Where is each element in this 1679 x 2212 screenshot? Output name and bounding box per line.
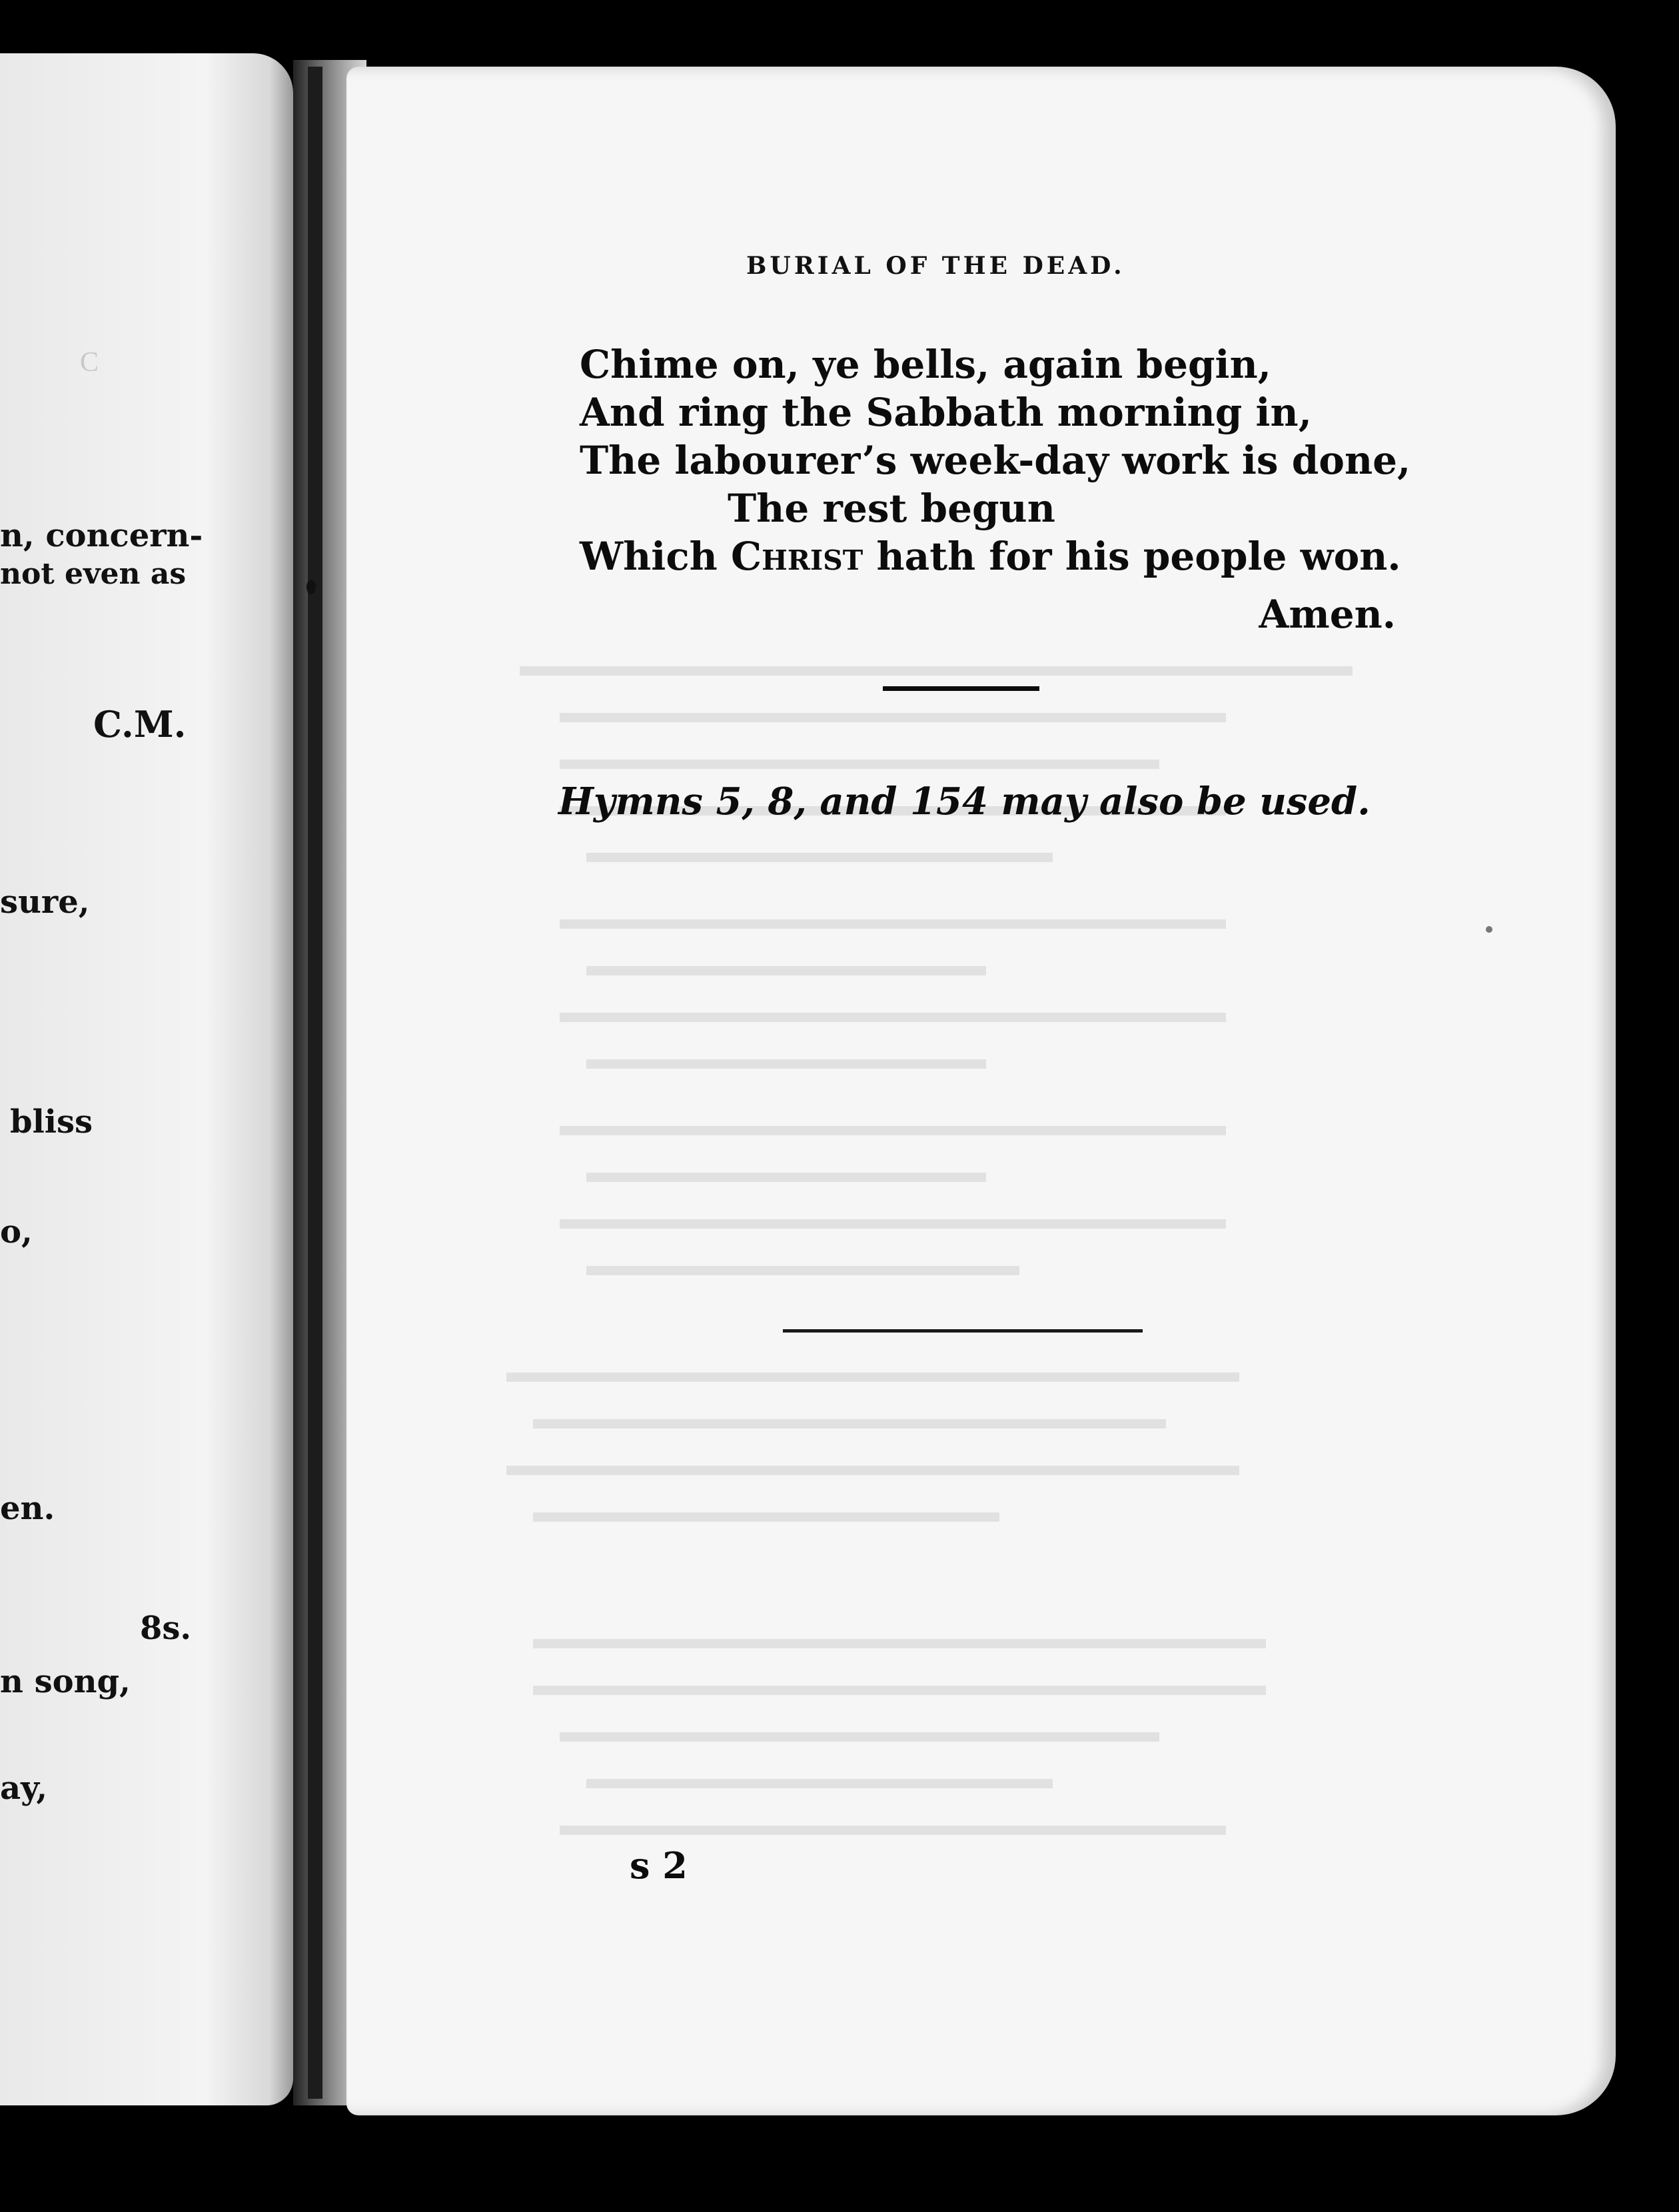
hymn-line-5-prefix: Which [580, 534, 732, 579]
hymns-note: Hymns 5, 8, and 154 may also be used. [558, 780, 1371, 824]
left-line-2: not even as [0, 557, 187, 591]
left-page [0, 53, 293, 2105]
bleed-through-text [506, 653, 1439, 1926]
left-line-10: ay, [0, 1770, 48, 1807]
hymn-line-2: And ring the Sabbath morning in, [580, 390, 1312, 435]
left-line-6: o, [0, 1213, 33, 1251]
left-line-8: 8s. [140, 1610, 192, 1647]
signature-mark: s 2 [630, 1844, 688, 1887]
left-ghost-text: C [80, 347, 99, 378]
hymn-line-5 [580, 534, 1401, 579]
left-line-4: sure, [0, 883, 90, 921]
left-line-9: n song, [0, 1663, 131, 1700]
hymn-line-3: The labourer’s week-day work is done, [580, 438, 1411, 483]
left-line-5: bliss [10, 1103, 93, 1141]
speck [1486, 926, 1492, 933]
running-head: BURIAL OF THE DEAD. [746, 252, 1125, 280]
gutter-shadow [308, 67, 322, 2099]
left-line-3: C.M. [93, 703, 187, 746]
left-line-1: n, concern- [0, 517, 203, 554]
section-rule [883, 686, 1039, 691]
left-line-7: en. [0, 1490, 55, 1527]
hymn-line-4: The rest begun [728, 486, 1055, 531]
hymn-line-5-suffix: hath for his people won. [863, 534, 1401, 579]
speck [306, 580, 316, 594]
bleed-through-lines [506, 653, 1439, 1919]
end-rule [783, 1329, 1143, 1333]
amen: Amen. [1259, 592, 1396, 637]
smallcaps-name: Christ [731, 534, 863, 579]
hymn-line-1: Chime on, ye bells, again begin, [580, 342, 1271, 387]
